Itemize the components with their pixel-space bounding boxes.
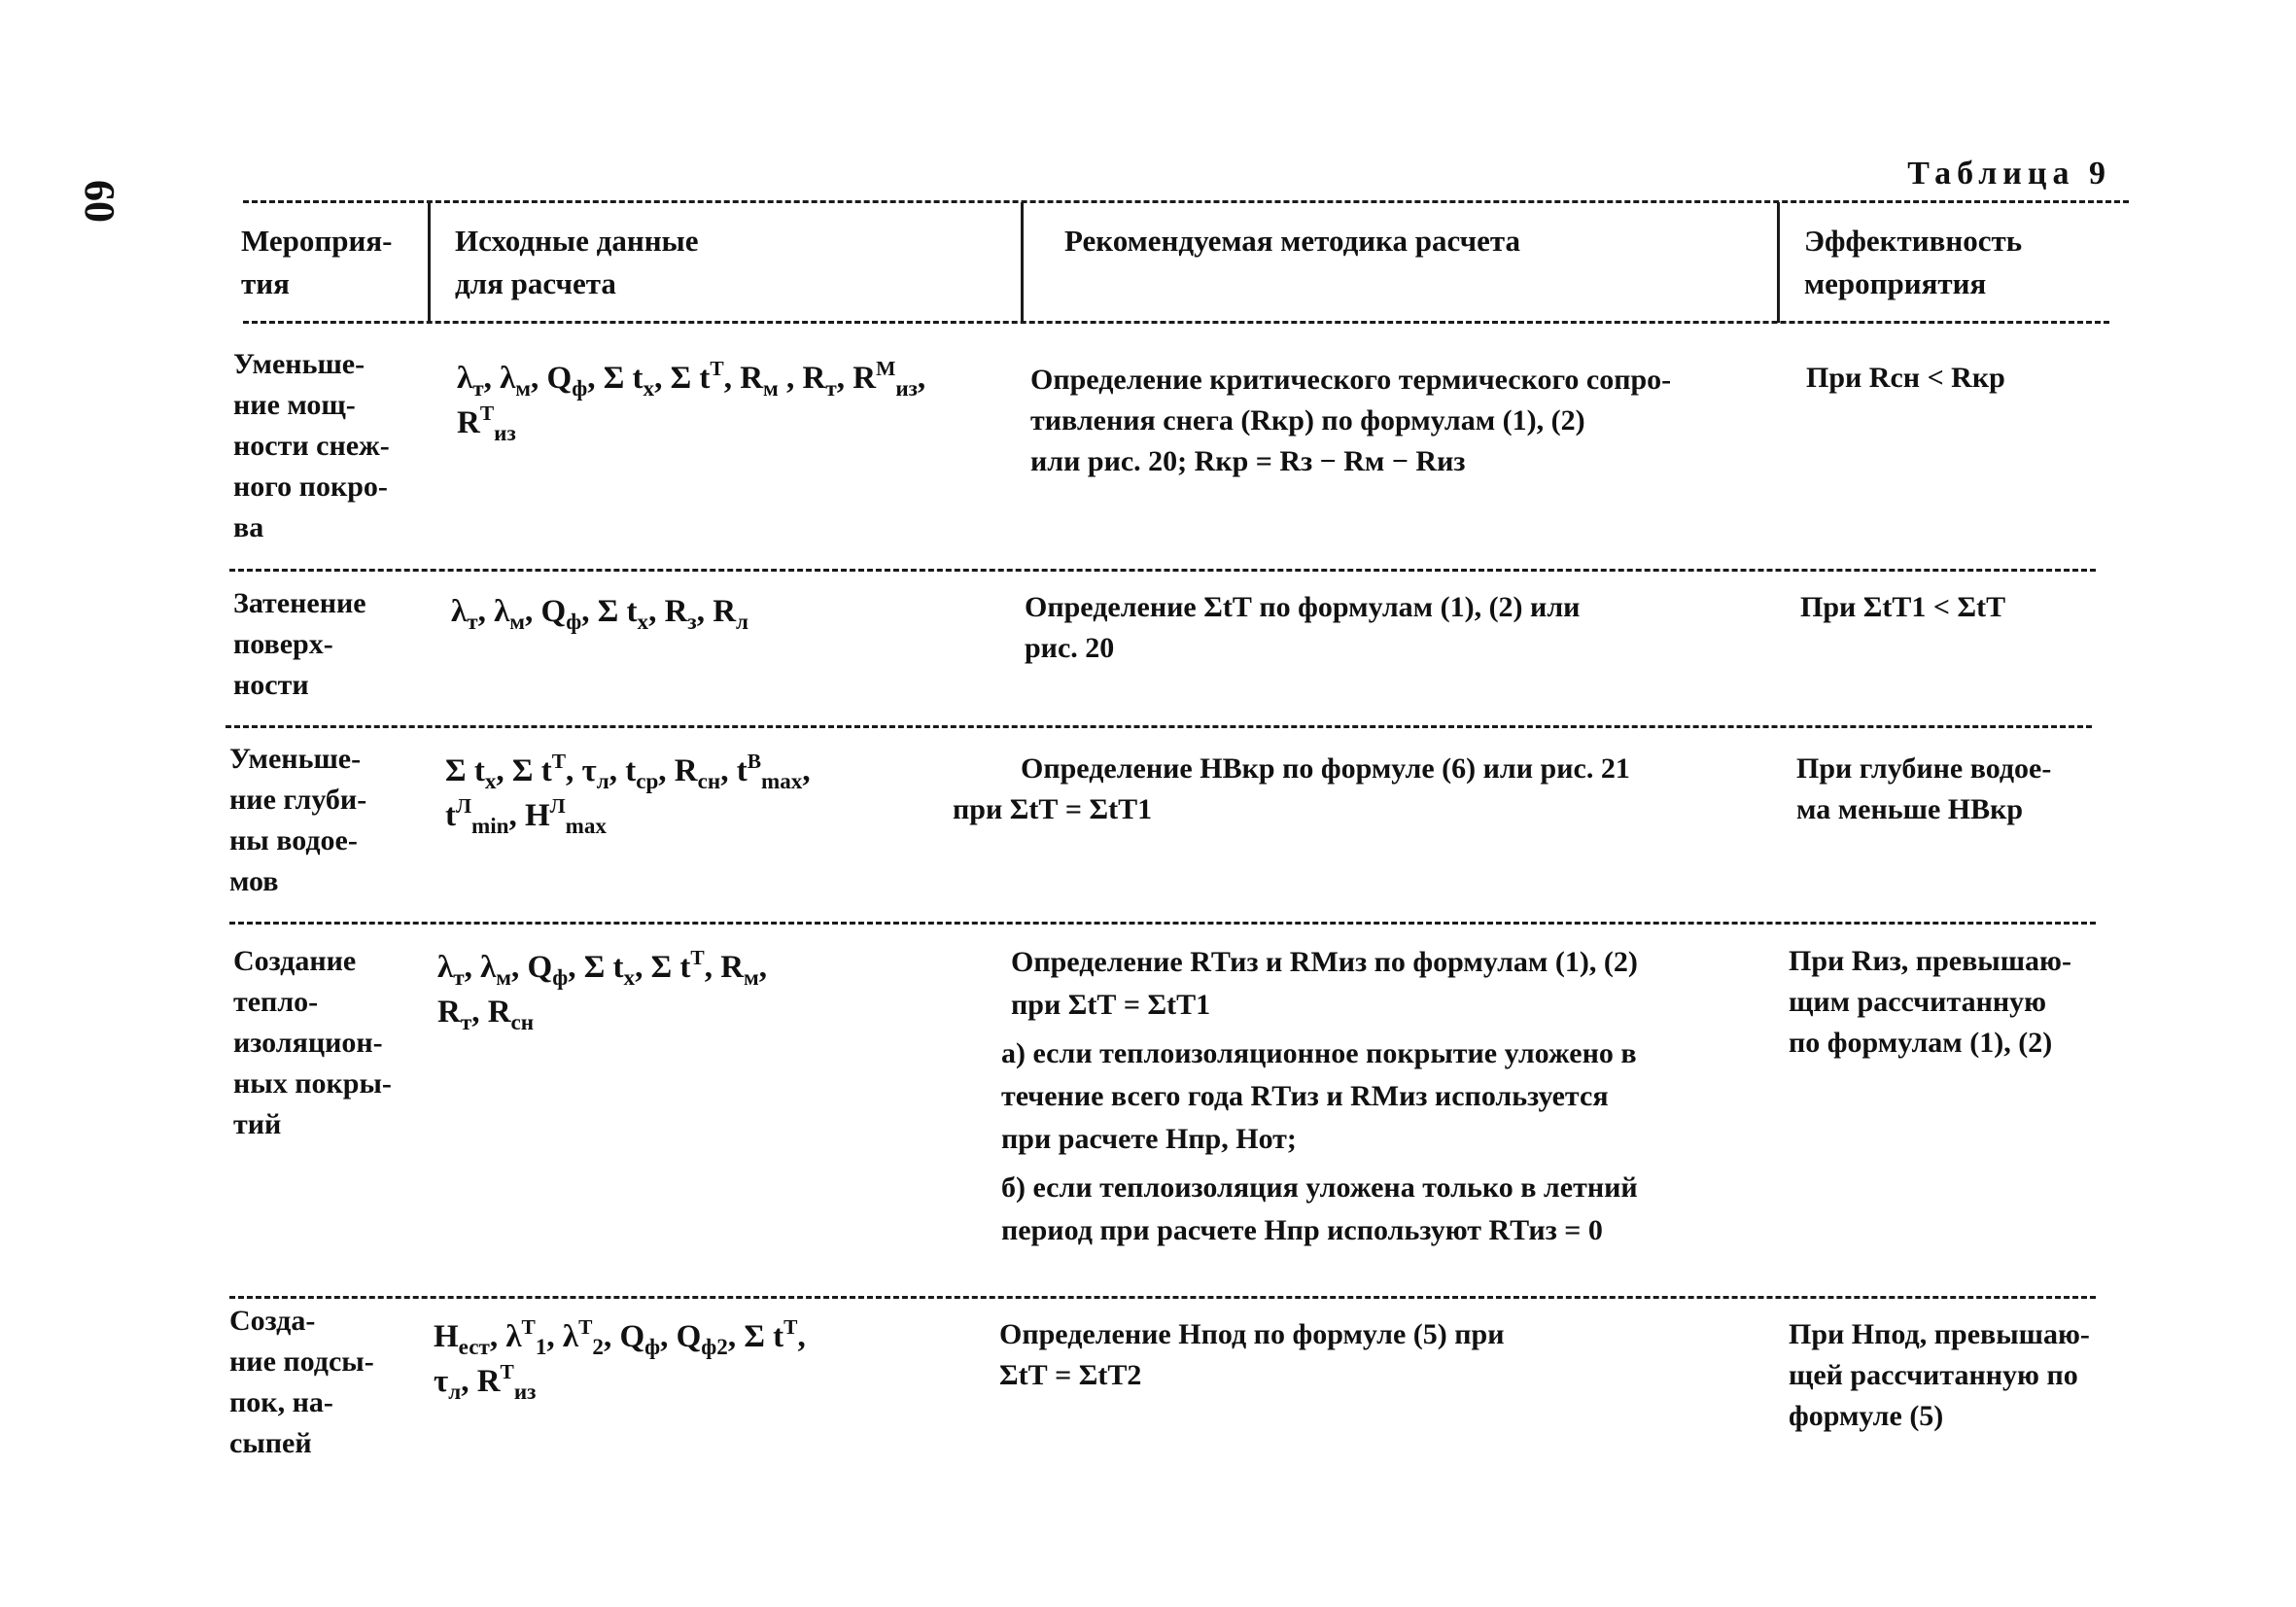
row4-method xyxy=(1001,941,1638,1252)
row2-effect xyxy=(1800,587,2005,628)
measure-text: изоляцион- xyxy=(233,1027,383,1059)
effect-text: по формулам (1), (2) xyxy=(1789,1027,2053,1059)
measure-text: ности xyxy=(233,669,309,701)
effect-text: При Hпод, превышаю- xyxy=(1789,1318,2090,1350)
table-caption: Таблица 9 xyxy=(1907,156,2111,192)
row5-measure xyxy=(229,1301,374,1464)
effect-text: При Rсн < Rкр xyxy=(1806,362,2005,394)
measure-text: мов xyxy=(229,865,279,897)
row-divider xyxy=(226,725,2092,728)
measure-text: Создание xyxy=(233,945,357,977)
header-column-rule xyxy=(1021,202,1024,323)
measure-text: ны водое- xyxy=(229,824,358,856)
method-text: ΣtТ = ΣtТ2 xyxy=(999,1359,1142,1391)
method-text: а) если теплоизоляционное покрытие уложено в xyxy=(1001,1037,1637,1069)
header-text: Эффективность xyxy=(1804,224,2023,258)
effect-text: ма меньше HВкр xyxy=(1796,793,2024,825)
header-text: для расчета xyxy=(455,266,616,300)
row1-measure xyxy=(233,344,390,548)
method-text: или рис. 20; Rкр = Rз − Rм − Rиз xyxy=(1030,445,1466,477)
header-measure xyxy=(241,220,392,305)
header-text: Мероприя- xyxy=(241,224,393,258)
method-text: при ΣtТ = ΣtТ1 xyxy=(1011,989,1211,1021)
measure-text: Уменьше- xyxy=(229,743,362,775)
row3-method xyxy=(953,749,1630,830)
effect-text: щим рассчитанную xyxy=(1789,986,2047,1018)
measure-text: ного покро- xyxy=(233,471,388,503)
method-text: б) если теплоизоляция уложена только в летний xyxy=(1001,1171,1638,1204)
method-text: Определение Hпод по формуле (5) при xyxy=(999,1318,1505,1350)
row2-measure xyxy=(233,583,366,706)
row-divider xyxy=(229,922,2096,925)
measure-text: тепло- xyxy=(233,986,319,1018)
effect-text: При Rиз, превышаю- xyxy=(1789,945,2071,977)
method-text: при ΣtТ = ΣtТ1 xyxy=(953,793,1153,825)
row3-input-formula: Σ $t_х$, Σ $t^Т$, $\tau_л$, $t_{ср}$, $R_{сн}$, $t^В_{max}$, $t^Л_{min}$, $H^Л_{max}$ xyxy=(445,750,811,839)
row5-method xyxy=(999,1314,1505,1396)
row-divider xyxy=(229,569,2096,572)
row2-method xyxy=(1025,587,1580,669)
table-top-rule xyxy=(243,200,2129,203)
row1-effect xyxy=(1806,358,2005,399)
method-text: период при расчете Hпр используют RТиз = 0 xyxy=(1001,1214,1603,1246)
measure-text: Затенение xyxy=(233,587,366,619)
header-text: Исходные данные xyxy=(455,224,699,258)
header-text: мероприятия xyxy=(1804,266,1987,300)
measure-text: ние глуби- xyxy=(229,784,367,816)
row1-input-formula: $\lambda_т$, $\lambda_м$, $Q_ф$, Σ $t_х$, Σ $t^Т$, $R_м$ , $R_т$, $R^М_{из}$, $R^Т_{из}$ xyxy=(457,357,926,446)
row5-input-formula: $H_{ест}$, $\lambda^Т_1$, $\lambda^Т_2$, $Q_ф$, $Q_{ф2}$, Σ $t^Т$, $\tau_л$, $R^Т_{из}$ xyxy=(434,1315,806,1405)
measure-text: ва xyxy=(233,511,264,543)
header-effect xyxy=(1804,220,2022,305)
method-text: Определение RТиз и RМиз по формулам (1), (2) xyxy=(1011,946,1638,978)
row5-effect xyxy=(1789,1314,2090,1437)
measure-text: поверх- xyxy=(233,628,333,660)
method-text: Определение ΣtТ по формулам (1), (2) или xyxy=(1025,591,1581,623)
header-input-data xyxy=(455,220,699,305)
header-text: тия xyxy=(241,266,290,300)
measure-text: ности снеж- xyxy=(233,430,390,462)
row4-effect xyxy=(1789,941,2071,1064)
header-column-rule xyxy=(1777,202,1780,323)
header-bottom-rule xyxy=(243,321,2109,324)
row3-effect xyxy=(1796,749,2051,830)
measure-text: пок, на- xyxy=(229,1386,333,1418)
effect-text: формуле (5) xyxy=(1789,1400,1944,1432)
header-column-rule xyxy=(428,202,431,323)
row4-input-formula: $\lambda_т$, $\lambda_м$, $Q_ф$, Σ $t_х$, Σ $t^Т$, $R_м$, $R_т$, $R_{сн}$ xyxy=(437,946,768,1035)
page-number: 60 xyxy=(76,180,123,223)
method-text: Определение критического термического сопро- xyxy=(1030,364,1672,396)
header-method xyxy=(1064,220,1520,262)
row-divider xyxy=(229,1296,2096,1299)
measure-text: ние подсы- xyxy=(229,1345,374,1378)
method-text: при расчете Hпр, Hот; xyxy=(1001,1123,1297,1155)
method-text: Определение HВкр по формуле (6) или рис. 21 xyxy=(1021,752,1630,785)
measure-text: тий xyxy=(233,1108,282,1140)
measure-text: ние мощ- xyxy=(233,389,356,421)
row4-measure xyxy=(233,941,392,1145)
effect-text: При глубине водое- xyxy=(1796,752,2052,785)
row3-measure xyxy=(229,739,366,902)
measure-text: Созда- xyxy=(229,1305,316,1337)
header-text: Рекомендуемая методика расчета xyxy=(1064,224,1521,258)
method-text: течение всего года RТиз и RМиз используется xyxy=(1001,1080,1609,1112)
effect-text: При ΣtТ1 < ΣtТ xyxy=(1800,591,2006,623)
effect-text: щей рассчитанную по xyxy=(1789,1359,2078,1391)
method-text: рис. 20 xyxy=(1025,632,1115,664)
method-text: тивления снега (Rкр) по формулам (1), (2) xyxy=(1030,404,1585,437)
row2-input-formula: $\lambda_т$, $\lambda_м$, $Q_ф$, Σ $t_х$, $R_з$, $R_л$ xyxy=(451,594,748,635)
measure-text: Уменьше- xyxy=(233,348,365,380)
row1-method xyxy=(1030,360,1671,482)
measure-text: ных покры- xyxy=(233,1067,392,1100)
measure-text: сыпей xyxy=(229,1427,312,1459)
